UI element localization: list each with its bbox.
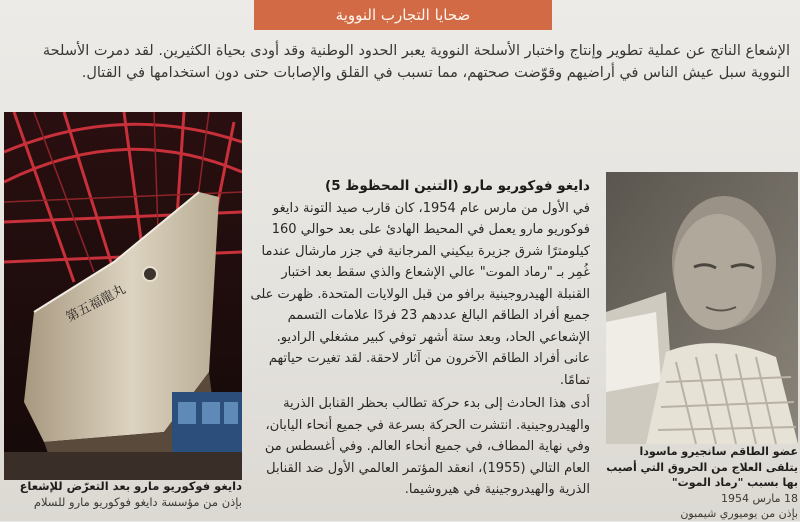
crew-photo-caption [606, 444, 798, 522]
intro-paragraph: الإشعاع الناتج عن عملية تطوير وإنتاج واختبار الأسلحة النووية يعبر الحدود الوطنية وقد أودى بحياة الكثيرين. لقد دمرت الأسلحة النووية سبل عيش الناس في أراضيهم وقوّضت صحتهم، مما تسبب في القلق والإصابات حتى دون استخدامها في القتال. [42, 43, 790, 81]
section-title: ضحايا التجارب النووية [335, 6, 471, 24]
crew-caption-source: بإذن من يوميوري شيمبون [680, 507, 798, 520]
ship-photo [4, 112, 242, 480]
ship-caption-source: بإذن من مؤسسة دايغو فوكوريو مارو للسلام [33, 495, 242, 509]
crew-caption-date: 18 مارس 1954 [721, 491, 798, 505]
crew-caption-title: عضو الطاقم سانجيرو ماسودا يتلقى العلاج من الحروق التي أصيب بها بسبب "رماد الموت" [606, 445, 798, 489]
crew-member-photo [606, 172, 798, 444]
crew-member-illustration [606, 172, 798, 444]
article-body [250, 176, 590, 503]
article-paragraph-2: أدى هذا الحادث إلى بدء حركة تطالب بحظر القنابل الذرية والهيدروجينية. انتشرت الحركة بسرعة في جميع أنحاء اليابان، وفي نهاية المطاف، في جميع أنحاء العالم. وفي أغسطس من العام التالي (1955)، انعقد المؤتمر العالمي الأول ضد القنابل الذرية والهيدروجينية في هيروشيما. [264, 396, 590, 497]
ship-photo-caption [4, 478, 242, 510]
ship-hull-text: 第五福龍丸 [63, 281, 129, 326]
section-header-banner [254, 0, 552, 30]
ship-illustration [4, 112, 242, 480]
article-paragraph-1: في الأول من مارس عام 1954، كان قارب صيد التونة دايغو فوكوريو مارو يعمل في المحيط الهادئ على بعد حوالي 160 كيلومترًا شرق جزيرة بيكيني المرجانية في جزر مارشال عندما غُمِر بـ "رماد الموت" عالي الإشعاع والذي سقط بعد اختبار القنبلة الهيدروجينية برافو من قبل الولايات المتحدة. ظهرت على جميع أفراد الطاقم البالغ عددهم 23 فردًا علامات التسمم الإشعاعي الحاد، وبعد ستة أشهر توفي كبير مشغلي الراديو. عانى أفراد الطاقم الآخرون من آثار لاحقة. لقد تغيرت حياتهم تمامًا. [250, 200, 590, 388]
article-heading: دايغو فوكوريو مارو (التنين المحظوظ 5) [325, 178, 590, 194]
ship-caption-title: دايغو فوكوريو مارو بعد التعرّض للإشعاع [19, 479, 242, 493]
